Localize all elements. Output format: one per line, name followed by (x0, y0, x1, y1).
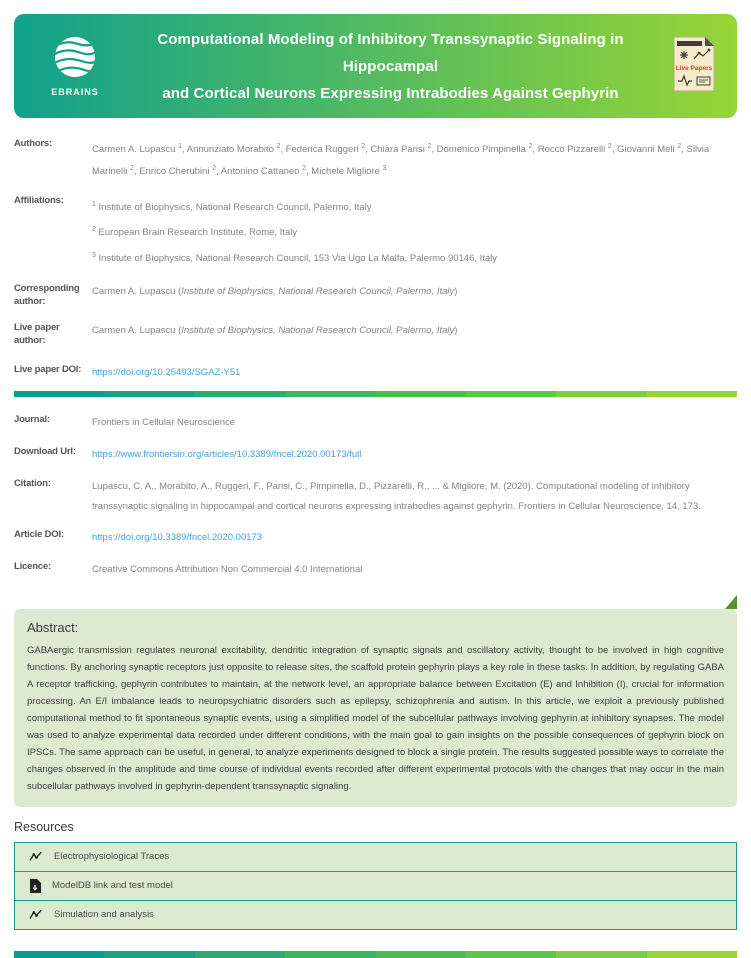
download-url-link[interactable]: https://www.frontiersin.org/articles/10.3389/fncel.2020.00173/full (92, 448, 362, 460)
author-affiliation-sup: 2 (528, 143, 533, 150)
page-title (110, 26, 671, 107)
page-title-line2: and Cortical Neurons Expressing Intrabodies Against Gephyrin (162, 84, 619, 102)
resource-row-electrophysiological-traces[interactable] (15, 843, 736, 872)
licence-value: Creative Commons Attribution Non Commercial 4.0 International (92, 563, 363, 575)
abstract-panel (14, 609, 737, 807)
ebrains-globe-icon (53, 66, 97, 83)
article-doi-label: Article DOI: (14, 528, 64, 540)
paper-metadata (14, 137, 737, 382)
abstract-text: GABAergic transmission regulates neuronal excitability, dendritic integration of synaptic signals and oscillatory activity, thought to be involved in high cognitive functions. By anchoring synaptic receptors just opposite to release sites, the scaffold protein gephyrin plays a key role in these tasks. In addition, by regulating GABA A receptor trafficking, gephyrin contributes to maintain, at the network level, an appropriate balance between Excitation (E) and Inhibition (I), crucial for information processing. An E/I imbalance leads to neuropsychiatric disorders such as epilepsy, schizophrenia and autism. In this article, we exploit a previously published computational method to fit spontaneous synaptic events, using a simplified model of the subcellular pathways involving gephyrin at inhibitory synapses. The model was used to analyze experimental data recorded under different conditions, with the main goal to gain insights on the possible consequences of gephyrin block on IPSCs. The same approach can be useful, in general, to analyze experiments designed to block a single protein. The results suggested possible ways to correlate the changes observed in the amplitude and time course of individual events recorded after different experimental protocols with the changes that may occur in the main subcellular pathways involved in gephyrin-dependent transsynaptic signaling. (27, 644, 724, 792)
journal-row (14, 413, 737, 432)
licence-row (14, 560, 737, 579)
author-affiliation-italic: Institute of Biophysics, National Research Council, Palermo, Italy (181, 285, 455, 297)
live-paper-doi-row (14, 363, 737, 382)
live-papers-badge-icon (671, 35, 717, 98)
affiliations-label: Affiliations: (14, 195, 64, 207)
licence-label: Licence: (14, 560, 51, 572)
abstract-section (14, 609, 737, 807)
resources-list (14, 842, 737, 930)
live-paper-author-label: Live paper author: (14, 321, 60, 346)
page-title-line1: Computational Modeling of Inhibitory Transsynaptic Signaling in Hippocampal (157, 30, 624, 75)
live-paper-doi-link[interactable]: https://doi.org/10.25493/SGAZ-Y51 (92, 366, 241, 378)
resource-row-simulation-and-analysis[interactable] (15, 901, 736, 929)
ebrains-logo-label: EBRAINS (51, 87, 99, 97)
affiliation-item: $^3$ Institute of Biophysics, National Research Council, 153 Via Ugo La Malfa, Palermo 90146, Italy (92, 251, 498, 264)
gradient-segment (14, 951, 104, 958)
gradient-segment (195, 391, 285, 397)
authors-line: Carmen A. Lupascu $^1$, Annunziato Morabito $^2$, Federica Ruggeri $^2$, Chiara Parisi $^2$, Domenico Pimpinella $^2$, Rocco Pizzarelli $^2$, Giovanni Meli $^2$, Silvia Marinelli $^2$, Enrico Cherubini $^2$, Antonino Cattaneo $^2$, Michele Migliore $^3$ (92, 143, 710, 178)
download-url-row (14, 445, 737, 464)
affiliations-row (14, 194, 737, 269)
gradient-segment (285, 391, 375, 397)
gradient-segment (466, 391, 556, 397)
author-affiliation-sup: 1 (178, 143, 182, 150)
article-doi-row (14, 528, 737, 547)
gradient-segment (104, 391, 194, 397)
citation-row (14, 477, 737, 517)
author-affiliation-sup: 2 (130, 165, 134, 173)
journal-value: Frontiers in Cellular Neuroscience (92, 416, 236, 428)
author-affiliation-sup: 2 (607, 143, 612, 150)
gradient-segment (285, 951, 375, 958)
article-doi-link[interactable]: https://doi.org/10.3389/fncel.2020.00173 (92, 531, 263, 543)
header-banner (14, 14, 737, 118)
fold-corner-icon (725, 595, 737, 609)
author-affiliation-sup: 2 (276, 143, 281, 150)
corresponding-author-value: Carmen A. Lupascu (Institute of Biophysics, National Research Council, Palermo, Italy) (92, 285, 458, 297)
gradient-segment (647, 391, 737, 397)
file-download-icon (29, 879, 41, 893)
chart-line-icon (29, 908, 43, 922)
gradient-segment (195, 951, 285, 958)
live-paper-author-value: Carmen A. Lupascu (Institute of Biophysics, National Research Council, Palermo, Italy) (92, 324, 458, 336)
gradient-segment (376, 951, 466, 958)
authors-label: Authors: (14, 138, 52, 149)
publication-metadata (14, 413, 737, 579)
gradient-segment (556, 951, 646, 958)
gradient-segment (376, 391, 466, 397)
download-url-label: Download Url: (14, 445, 76, 457)
resource-label: Electrophysiological Traces (54, 851, 170, 863)
resource-label: ModelDB link and test model (52, 880, 173, 892)
corresponding-author-row (14, 282, 737, 308)
corresponding-author-label: Corresponding author: (14, 282, 80, 307)
affiliation-item: $^1$ Institute of Biophysics, National Research Council, Palermo, Italy (92, 201, 372, 214)
live-paper-author-row (14, 321, 737, 347)
gradient-segment (556, 391, 646, 397)
author-affiliation-italic: Institute of Biophysics, National Research Council, Palermo, Italy (181, 324, 455, 336)
resource-label: Simulation and analysis (54, 909, 154, 921)
citation-label: Citation: (14, 477, 51, 489)
abstract-heading: Abstract: (27, 619, 79, 635)
footer-gradient-bar (14, 951, 737, 958)
author-affiliation-sup: 2 (677, 143, 682, 150)
citation-value: Lupascu, C. A., Morabito, A., Ruggeri, F., Parisi, C., Pimpinella, D., Pizzarelli, R., ... & Migliore, M. (2020). Computational modeling of inhibitory transsynaptic signaling in hippocampal and cortical neurons expressing intrabodies against gephyrin. Frontiers in Cellular Neuroscience, 14, 173. (92, 480, 701, 512)
author-affiliation-sup: 3 (382, 165, 387, 173)
gradient-segment (647, 951, 737, 958)
resources-heading: Resources (14, 819, 74, 834)
gradient-segment (466, 951, 556, 958)
resource-row-modeldb-link-and-test-model[interactable] (15, 872, 736, 901)
affiliation-item: $^2$ European Brain Research Institute, Rome, Italy (92, 226, 298, 239)
journal-label: Journal: (14, 413, 50, 425)
author-affiliation-sup: 2 (302, 165, 306, 173)
author-affiliation-sup: 2 (427, 143, 432, 150)
affiliations-list (92, 194, 737, 269)
gradient-segment (104, 951, 194, 958)
ebrains-logo[interactable] (40, 35, 110, 97)
author-affiliation-sup: 2 (212, 165, 216, 173)
chart-line-icon (29, 850, 43, 864)
authors-row (14, 137, 737, 181)
gradient-segment (14, 391, 104, 397)
live-paper-doi-label: Live paper DOI: (14, 363, 82, 375)
svg-text:Live Papers: Live Papers (675, 64, 713, 72)
author-affiliation-sup: 2 (361, 143, 366, 150)
gradient-divider (14, 391, 737, 397)
